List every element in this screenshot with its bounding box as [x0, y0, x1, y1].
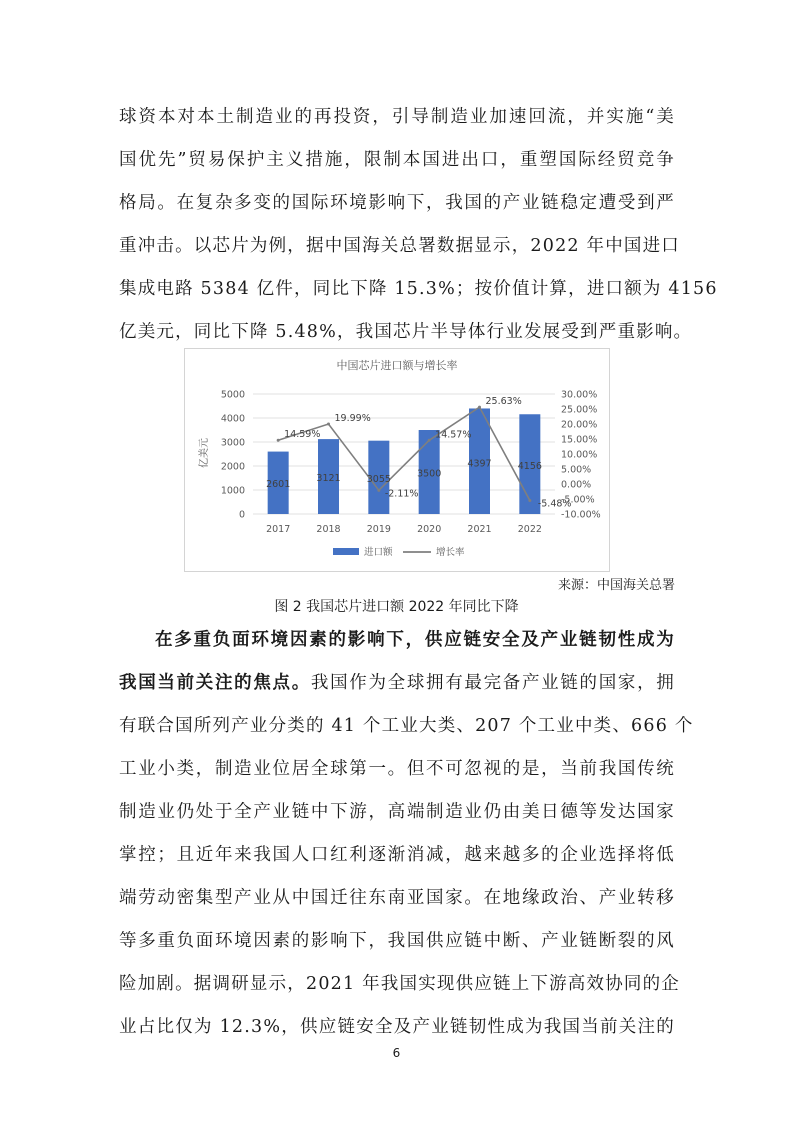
- y-tick-label: 0: [238, 509, 245, 521]
- legend-swatch-bar: [333, 548, 359, 555]
- text-line: 亿美元，同比下降 5.48%，我国芯片半导体行业发展受到严重影响。: [119, 322, 693, 342]
- growth-rate-label: 25.63%: [485, 396, 522, 408]
- text-line: 重冲击。以芯片为例，据中国海关总署数据显示，2022 年中国进口: [119, 236, 680, 256]
- text-line: 等多重负面环境因素的影响下，我国供应链中断、产业链断裂的风: [119, 931, 675, 951]
- text-line: 球资本对本土制造业的再投资，引导制造业加速回流，并实施“美: [119, 107, 675, 127]
- growth-rate-label: 14.57%: [435, 429, 472, 441]
- growth-rate-label: -5.48%: [537, 498, 572, 510]
- bar-value-label: 2601: [266, 479, 291, 491]
- y2-tick-label: -5.00%: [561, 494, 595, 506]
- x-tick-label: 2017: [266, 524, 291, 535]
- figure-caption: 图 2 我国芯片进口额 2022 年同比下降: [274, 599, 519, 615]
- text-line: 业占比仅为 12.3%，供应链安全及产业链韧性成为我国当前关注的: [119, 1017, 675, 1037]
- text-line-bold: 在多重负面环境因素的影响下，供应链安全及产业链韧性成为: [155, 630, 675, 650]
- chart-svg: [185, 349, 609, 571]
- x-tick-label: 2021: [467, 524, 492, 535]
- y-tick-label: 2000: [220, 461, 245, 473]
- x-tick-label: 2018: [316, 524, 341, 535]
- legend-label: 增长率: [436, 547, 465, 558]
- growth-rate-label: -2.11%: [384, 488, 419, 500]
- growth-rate-label: 14.59%: [284, 429, 321, 441]
- y-tick-label: 4000: [220, 413, 245, 425]
- text-line: 工业小类，制造业位居全球第一。但不可忽视的是，当前我国传统: [119, 759, 675, 779]
- bar-value-label: 3055: [366, 473, 391, 485]
- text-line: 掌控；且近年来我国人口红利逐渐消减，越来越多的企业选择将低: [119, 845, 675, 865]
- bar-value-label: 4156: [517, 461, 542, 473]
- bar-value-label: 3121: [316, 473, 341, 485]
- y2-tick-label: 25.00%: [561, 404, 598, 416]
- bold-phrase: 我国当前关注的焦点。: [119, 673, 311, 693]
- y-axis-label: 亿美元: [199, 438, 210, 468]
- growth-rate-label: 19.99%: [334, 413, 371, 425]
- y2-tick-label: -10.00%: [561, 509, 601, 521]
- paragraph-2: [119, 619, 694, 1049]
- y2-tick-label: 20.00%: [561, 419, 598, 431]
- legend: [333, 546, 465, 558]
- text-span: 我国作为全球拥有最完备产业链的国家，拥: [310, 673, 675, 693]
- y2-tick-label: 10.00%: [561, 449, 598, 461]
- growth-rate-point: [428, 439, 431, 442]
- x-tick-label: 2020: [417, 524, 442, 535]
- x-tick-label: 2019: [366, 524, 391, 535]
- text-line: [119, 662, 675, 705]
- paragraph-1: [119, 96, 718, 354]
- x-tick-label: 2022: [517, 524, 542, 535]
- growth-rate-line: [278, 407, 530, 500]
- y-tick-label: 3000: [220, 437, 245, 449]
- text-line: 格局。在复杂多变的国际环境影响下，我国的产业链稳定遭受到严: [119, 193, 675, 213]
- text-line: 端劳动密集型产业从中国迁往东南亚国家。在地缘政治、产业转移: [119, 888, 675, 908]
- text-line: 制造业仍处于全产业链中下游，高端制造业仍由美日德等发达国家: [119, 802, 675, 822]
- y2-tick-label: 30.00%: [561, 389, 598, 401]
- page-number: 6: [392, 1046, 401, 1060]
- text-line: 集成电路 5384 亿件，同比下降 15.3%；按价值计算，进口额为 4156: [119, 279, 718, 299]
- bar-value-label: 4397: [467, 458, 492, 470]
- text-line: 有联合国所列产业分类的 41 个工业大类、207 个工业中类、666 个: [119, 716, 694, 736]
- text-line: 国优先”贸易保护主义措施，限制本国进出口，重塑国际经贸竞争: [119, 150, 675, 170]
- bar-value-label: 3500: [417, 468, 442, 480]
- chart-title: 中国芯片进口额与增长率: [336, 359, 458, 372]
- y-tick-label: 5000: [220, 389, 245, 401]
- y2-tick-label: 5.00%: [561, 464, 592, 476]
- growth-rate-point: [277, 439, 280, 442]
- chart-figure: [184, 348, 610, 572]
- text-line: 险加剧。据调研显示，2021 年我国实现供应链上下游高效协同的企: [119, 974, 680, 994]
- growth-rate-point: [478, 406, 481, 409]
- growth-rate-point: [377, 489, 380, 492]
- y-tick-label: 1000: [220, 485, 245, 497]
- figure-source: 来源：中国海关总署: [557, 578, 675, 593]
- growth-rate-point: [528, 499, 531, 502]
- y2-tick-label: 0.00%: [561, 479, 592, 491]
- y2-tick-label: 15.00%: [561, 434, 598, 446]
- legend-label: 进口额: [364, 547, 393, 558]
- growth-rate-point: [327, 423, 330, 426]
